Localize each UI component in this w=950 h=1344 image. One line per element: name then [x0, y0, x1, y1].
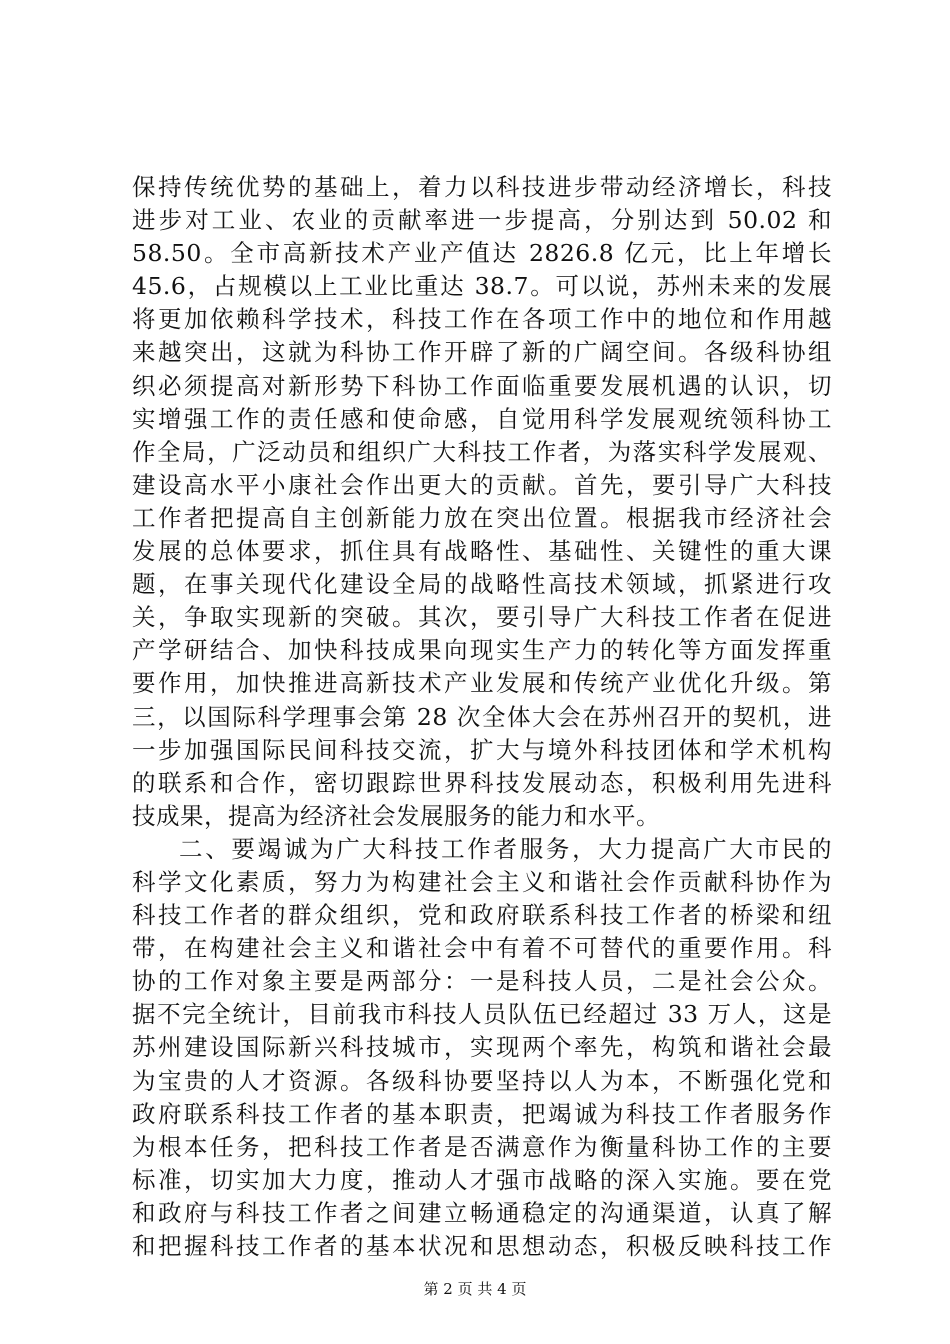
text-line: 科技工作者的群众组织，党和政府联系科技工作者的桥梁和纽 [132, 901, 832, 930]
text-line: 的联系和合作，密切跟踪世界科技发展动态，积极利用先进科 [132, 768, 832, 797]
text-line: 45.6，占规模以上工业比重达 38.7。可以说，苏州未来的发展 [132, 272, 832, 301]
text-line: 58.50。全市高新技术产业产值达 2826.8 亿元，比上年增长 [132, 239, 832, 268]
text-line: 技成果，提高为经济社会发展服务的能力和水平。 [132, 801, 660, 830]
text-line: 要作用，加快推进高新技术产业发展和传统产业优化升级。第 [132, 669, 832, 698]
text-line: 协的工作对象主要是两部分：一是科技人员，二是社会公众。 [132, 967, 832, 996]
text-line: 建设高水平小康社会作出更大的贡献。首先，要引导广大科技 [132, 470, 832, 499]
text-line: 来越突出，这就为科协工作开辟了新的广阔空间。各级科协组 [132, 338, 832, 367]
text-line: 和把握科技工作者的基本状况和思想动态，积极反映科技工作 [132, 1232, 832, 1260]
text-line: 产学研结合、加快科技成果向现实生产力的转化等方面发挥重 [132, 636, 832, 665]
text-line: 苏州建设国际新兴科技城市，实现两个率先，构筑和谐社会最 [132, 1033, 832, 1062]
text-line: 题，在事关现代化建设全局的战略性高技术领域，抓紧进行攻 [132, 570, 832, 599]
text-line: 工作者把提高自主创新能力放在突出位置。根据我市经济社会 [132, 503, 832, 532]
text-line: 保持传统优势的基础上，着力以科技进步带动经济增长，科技 [132, 173, 832, 201]
text-line: 标准，切实加大力度，推动人才强市战略的深入实施。要在党 [132, 1165, 832, 1194]
text-line: 为宝贵的人才资源。各级科协要坚持以人为本，不断强化党和 [132, 1066, 832, 1095]
section-heading-line: 二、要竭诚为广大科技工作者服务，大力提高广大市民的 [179, 834, 832, 863]
text-line: 发展的总体要求，抓住具有战略性、基础性、关键性的重大课 [132, 537, 832, 566]
page-number-footer: 第 2 页 共 4 页 [423, 1280, 527, 1298]
text-line: 织必须提高对新形势下科协工作面临重要发展机遇的认识，切 [132, 371, 832, 400]
text-line: 带，在构建社会主义和谐社会中有着不可替代的重要作用。科 [132, 934, 832, 963]
text-line: 进步对工业、农业的贡献率进一步提高，分别达到 50.02 和 [132, 206, 832, 235]
text-line: 政府联系科技工作者的基本职责，把竭诚为科技工作者服务作 [132, 1099, 832, 1128]
text-line: 一步加强国际民间科技交流，扩大与境外科技团体和学术机构 [132, 735, 832, 764]
text-line: 作全局，广泛动员和组织广大科技工作者，为落实科学发展观、 [132, 437, 832, 466]
text-line: 关，争取实现新的突破。其次，要引导广大科技工作者在促进 [132, 603, 832, 632]
text-line: 将更加依赖科学技术，科技工作在各项工作中的地位和作用越 [132, 305, 832, 334]
document-body [132, 171, 832, 1263]
text-line: 据不完全统计，目前我市科技人员队伍已经超过 33 万人，这是 [132, 1000, 832, 1029]
text-line: 实增强工作的责任感和使命感，自觉用科学发展观统领科协工 [132, 404, 832, 433]
text-line: 为根本任务，把科技工作者是否满意作为衡量科协工作的主要 [132, 1132, 832, 1161]
text-line: 科学文化素质，努力为构建社会主义和谐社会作贡献科协作为 [132, 867, 832, 896]
text-line: 三，以国际科学理事会第 28 次全体大会在苏州召开的契机，进 [132, 702, 832, 731]
text-line: 和政府与科技工作者之间建立畅通稳定的沟通渠道，认真了解 [132, 1198, 832, 1227]
